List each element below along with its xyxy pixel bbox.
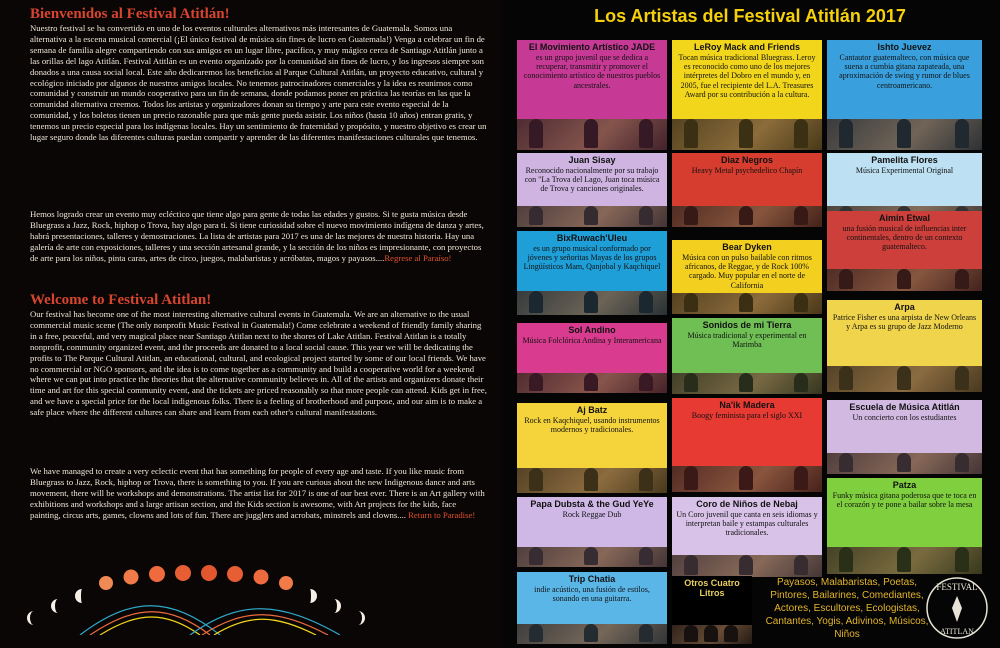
artist-photo [672, 625, 752, 644]
performer-silhouette-icon [584, 547, 598, 565]
performer-silhouette-icon [794, 206, 808, 225]
artist-card [517, 40, 667, 150]
artist-photo [672, 555, 822, 577]
moon-icon [201, 565, 217, 581]
artist-photo [517, 119, 667, 150]
performer-silhouette-icon [684, 466, 698, 490]
artist-photo [672, 293, 822, 314]
artist-description: Música Folclórica Andina y Interamericana [522, 336, 662, 345]
artist-description: Rock Reggae Dub [562, 510, 622, 519]
artist-name: Bear Dyken [722, 242, 772, 252]
performer-silhouette-icon [839, 366, 853, 390]
performer-silhouette-icon [955, 269, 969, 289]
performer-silhouette-icon [897, 547, 911, 572]
performer-silhouette-icon [739, 466, 753, 490]
performer-silhouette-icon [639, 119, 653, 148]
moon-icon [334, 599, 341, 613]
artist-photo [672, 119, 822, 150]
performer-silhouette-icon [739, 293, 753, 312]
performer-silhouette-icon [724, 625, 738, 642]
performer-silhouette-icon [839, 453, 853, 472]
artist-photo [827, 453, 982, 474]
artist-description: Funky música gitana poderosa que te toca en el corazón y te pone a bailar sobre la mesa [832, 491, 977, 510]
spanish-return-link[interactable]: Regrese al Paraíso! [384, 252, 452, 263]
performer-silhouette-icon [739, 373, 753, 392]
spanish-paragraph-2-text: Hemos logrado crear un evento muy ecléctico que tiene algo para gente de todas las edades y gustos. Si te gusta música desde Bluegrass a Jazz, Rock, hiphop o Trova, hay algo para ti. Si tiene curiosidad sobre el nuevo movimiento indígena de danza y artes, habrá presentaciones, talleres y demostraciones. La lista de artistas para 2017 es una de las mejores de nuestra historia. Hay una galería de arte con exposiciones, talleres y una sección artesanal grande, y la sección de los niños es impresionante, con proyectos de arte para los niños, pinta caras, artes de circo, juegos, malabaristas y acróbatas, magos y payasos.... [30, 209, 484, 263]
artist-description: una fusión musical de influencias inter continentales, dentro de un contexto guatemalteco. [842, 224, 967, 252]
performer-silhouette-icon [955, 366, 969, 390]
artist-name: Na'ik Madera [719, 400, 775, 410]
performer-silhouette-icon [684, 373, 698, 392]
artist-name: Sonidos de mi Tierra [702, 320, 792, 330]
artist-description: es un grupo juvenil que se dedica a recuperar, transmitir y promover el conocimiento artístico de nuestros pueblos ancestrales. [523, 53, 661, 90]
performer-silhouette-icon [839, 547, 853, 572]
english-return-link[interactable]: Return to Paradise! [408, 509, 476, 520]
performer-silhouette-icon [529, 119, 543, 148]
artist-name: Diaz Negros [720, 155, 773, 165]
performer-silhouette-icon [839, 119, 853, 148]
performer-silhouette-icon [684, 206, 698, 225]
artist-photo [672, 466, 822, 492]
english-heading: Welcome to Festival Atitlan! [30, 292, 212, 308]
artist-description: Rock en Kaqchiquel, usando instrumentos modernos y tradicionales. [524, 416, 660, 435]
artist-photo [827, 366, 982, 392]
extras-list: Payasos, Malabaristas, Poetas, Pintores, Bailarines, Comediantes, Actores, Escultores, Ecologistas, Cantantes, Yogis, Adivinos, Músicos, Niños [765, 577, 929, 640]
performer-silhouette-icon [639, 206, 653, 225]
performer-silhouette-icon [739, 206, 753, 225]
artist-name: Escuela de Música Atitlán [849, 402, 960, 412]
moon-icon [254, 570, 269, 585]
moon-icon [51, 599, 58, 613]
performer-silhouette-icon [684, 625, 698, 642]
performer-silhouette-icon [897, 269, 911, 289]
artist-name: Sol Andino [568, 325, 616, 335]
artist-photo [827, 119, 982, 150]
artist-name: Trip Chatia [568, 574, 616, 584]
artist-card [672, 153, 822, 227]
moon-icon [358, 611, 365, 625]
artist-card [672, 240, 822, 314]
performer-silhouette-icon [955, 453, 969, 472]
performer-silhouette-icon [684, 293, 698, 312]
moon-icon [75, 589, 82, 603]
artist-photo [517, 624, 667, 644]
artist-card [827, 211, 982, 291]
artist-description: Música tradicional y experimental en Marimba [687, 331, 807, 350]
festival-logo [922, 574, 992, 642]
moon-icon [27, 611, 34, 625]
artist-description: indie acústico, una fusión de estilos, sonando en una guitarra. [534, 585, 650, 604]
logo-text-top: FESTIVAL [936, 582, 978, 592]
performer-silhouette-icon [794, 466, 808, 490]
artist-photo [672, 206, 822, 227]
performer-silhouette-icon [794, 119, 808, 148]
artist-card [517, 403, 667, 493]
artist-card [672, 318, 822, 394]
artist-photo [517, 206, 667, 227]
performer-silhouette-icon [794, 373, 808, 392]
artist-card [827, 400, 982, 474]
artist-card [517, 231, 667, 315]
artist-card [517, 153, 667, 227]
performer-silhouette-icon [704, 625, 718, 642]
artist-card [517, 572, 667, 644]
artist-name: El Movimiento Artístico JADE [528, 42, 656, 52]
moon-icon [279, 576, 293, 590]
performer-silhouette-icon [529, 468, 543, 491]
performer-silhouette-icon [584, 468, 598, 491]
artist-photo [517, 468, 667, 493]
performer-silhouette-icon [794, 293, 808, 312]
spanish-heading: Bienvenidos al Festival Atitlán! [30, 6, 230, 22]
performer-silhouette-icon [584, 291, 598, 313]
spanish-paragraph-1: Nuestro festival se ha convertido en uno de los eventos culturales alternativos más interesantes de Guatemala. Somos una alternativa a la escena musical comercial (¡El único festival de música sin fines de lucro en Guatemala!) Venga a celebrar un fin de semana de familia alegre compartiendo con sus amigos en un lugar libre, pacífico, y muy mágico cerca de Santiago Atitlán junto a las orillas del lago Atitlán. Festival Atitlán es un evento organizado por la comunidad sin fines de lucro, y los ingresos siempre son donados a una causa social local. Este año dedicaremos los beneficios al Parque Cultural Atitlán, un proyecto educativo, cultural y ecológico iniciado por algunos de nuestros amigos locales. No tenemos patrocinadores comerciales y la idea es reunirnos como comunidad y construir un mundo cooperativo para un fin de semana, donde podamos poner en práctica las teorías en las que la comunidad alternativa creemos. Todos los artistas y organizadores donan su tiempo y arte para este evento especial de la comunidad, y los boletos tienen un precio razonable para que más gente pueda asistir. Los niños (hasta 10 años) entran gratis, y tenemos un precio especial para los indígenas locales. Hay un sentimiento de fraternidad y propósito, y nuestro objetivo es crear un lugar seguro donde las diferentes culturas puedan compartir y aprender de las diferentes manifestaciones culturales que tenemos. [30, 23, 487, 143]
artist-card [672, 576, 752, 644]
artist-photo [517, 373, 667, 393]
moon-icon [175, 565, 191, 581]
artist-card [517, 497, 667, 567]
artist-description: Reconocido nacionalmente por su trabajo con "La Trova del Lago, Juan toca música de Trova y canciones originales. [524, 166, 660, 194]
artist-photo [672, 373, 822, 394]
artist-name: BixRuwach'Uleu [556, 233, 628, 243]
artist-card [827, 300, 982, 392]
logo-figure-icon [952, 596, 962, 622]
artist-description: Patrice Fisher es una arpista de New Orleans y Arpa es su grupo de Jazz Moderno [832, 313, 977, 332]
artist-name: Aimin Etwal [878, 213, 930, 223]
artist-description: es un grupo musical conformado por jóvenes y señoritas Mayas de los grupos Lingüísticos Mam, Qanjobal y Kaqchiquel [523, 244, 661, 272]
artist-card [672, 497, 822, 577]
artist-description: Un concierto con los estudiantes [852, 413, 957, 422]
english-paragraph-1: Our festival has become one of the most interesting alternative cultural events in Guatemala. We are an alternative to the usual commercial music scene (The only nonprofit Music Festival in Guatemala!) Come celebrate a weekend of friendly family sharing in a free, peaceful, and very magical place near Santiago Atitlan next to the shores of Lake Atitlan. Festival Atitlan is a totally nonprofit, community organized event, and the proceeds are donated to a local social cause. This year we will be dedicating the profits to The Parque Cultural Atitlan, an educational, cultural, and ecological project started by some of our local friends. We have no commercial or NGO sponsors, and the idea is to come together as a community and build a cooperative world for a weekend where we can put into practice the theories that the alternative community believes in. All of the artists and organizers donate their time and art for this special community event, and the tickets are priced reasonably so that more people can attend. Kids get in free, and we have a special price for the local indigenous folks. There is a feeling of brotherhood and purpose, and our aim is to make a safe place where the different cultures can share and learn from each other's cultural manifestations. [30, 309, 487, 418]
artist-card [517, 323, 667, 393]
volcano-lines-icon [80, 606, 340, 635]
performer-silhouette-icon [794, 555, 808, 575]
performer-silhouette-icon [684, 555, 698, 575]
moon-icon [124, 570, 139, 585]
moon-icon [227, 566, 243, 582]
performer-silhouette-icon [897, 119, 911, 148]
artist-name: Coro de Niños de Nebaj [696, 499, 798, 509]
performer-silhouette-icon [739, 119, 753, 148]
moon-phase-icons [27, 565, 365, 625]
performer-silhouette-icon [684, 119, 698, 148]
english-paragraph-2 [30, 466, 488, 521]
performer-silhouette-icon [639, 373, 653, 391]
artist-photo [827, 547, 982, 574]
performer-silhouette-icon [529, 206, 543, 225]
performer-silhouette-icon [955, 119, 969, 148]
moon-phases-illustration [20, 555, 380, 635]
artist-card [827, 40, 982, 150]
performer-silhouette-icon [955, 547, 969, 572]
moon-icon [99, 576, 113, 590]
performer-silhouette-icon [739, 555, 753, 575]
artist-name: Patza [892, 480, 917, 490]
artist-photo [827, 269, 982, 291]
performer-silhouette-icon [584, 373, 598, 391]
artist-description: Música con un pulso bailable con ritmos africanos, de Reggae, y de Rock 100% cargado. Muy popular en el norte de California [682, 253, 812, 290]
artist-name: Aj Batz [576, 405, 608, 415]
artist-description: Heavy Metal psychedelico Chapín [691, 166, 803, 175]
english-paragraph-2-text: We have managed to create a very eclectic event that has something for people of every age and taste. If you like music from Bluegrass to Jazz, Rock, hiphop or Trova, there is something to you. If you are curious about the new Indigenous dance and arts movement, there will be workshops and demonstrations. The artist list for 2017 is one of our best ever. There is an Art gallery with exhibitions and workshops and a large artisan section, and the Kids section is awesome, with Art projects for the kids, face painting, circus arts, games, clowns and lots of fun. There are jugglers and acrobats, minstrels and clowns.... [30, 466, 485, 520]
performer-silhouette-icon [897, 366, 911, 390]
artist-card [672, 398, 822, 492]
performer-silhouette-icon [584, 206, 598, 225]
artist-name: Otros Cuatro Litros [684, 578, 740, 598]
performer-silhouette-icon [529, 624, 543, 642]
performer-silhouette-icon [897, 453, 911, 472]
performer-silhouette-icon [639, 624, 653, 642]
artist-name: Juan Sisay [568, 155, 616, 165]
artist-name: LeRoy Mack and Friends [693, 42, 801, 52]
spanish-paragraph-2 [30, 209, 488, 264]
artist-description: Cantautor guatemalteco, con música que suena a cumbia gitana zapateada, una aproximación de swing y rumor de blues centroamericano. [839, 53, 970, 90]
artist-description: Un Coro juvenil que canta en seis idiomas y interpretan baile y estampas culturales tradicionales. [676, 510, 818, 538]
artist-photo [517, 547, 667, 567]
artist-name: Arpa [894, 302, 915, 312]
moon-icon [149, 566, 165, 582]
artist-description: Música Experimental Original [855, 166, 954, 175]
performer-silhouette-icon [529, 547, 543, 565]
artist-name: Pamelita Flores [871, 155, 938, 165]
performer-silhouette-icon [584, 624, 598, 642]
artist-card [672, 40, 822, 150]
moon-icon [310, 589, 317, 603]
performer-silhouette-icon [639, 468, 653, 491]
artist-description: Tocan música tradicional Bluegrass. Leroy es reconocido como uno de los mejores intérpretes del Dobro en el mundo y, en 2005, fue el recipiente del L.A. Treasures Award por su contribución a la cultura. [678, 53, 816, 99]
performer-silhouette-icon [839, 269, 853, 289]
poster-title: Los Artistas del Festival Atitlán 2017 [594, 6, 906, 26]
artist-photo [517, 291, 667, 315]
artist-name: Ishto Juevez [877, 42, 932, 52]
artist-name: Papa Dubsta & the Gud YeYe [530, 499, 654, 509]
artist-description: Boogy feminista para el siglo XXI [691, 411, 803, 420]
artist-card [827, 478, 982, 574]
performer-silhouette-icon [584, 119, 598, 148]
performer-silhouette-icon [529, 291, 543, 313]
logo-text-bottom: ATITLAN [940, 627, 974, 636]
performer-silhouette-icon [639, 547, 653, 565]
performer-silhouette-icon [529, 373, 543, 391]
performer-silhouette-icon [639, 291, 653, 313]
